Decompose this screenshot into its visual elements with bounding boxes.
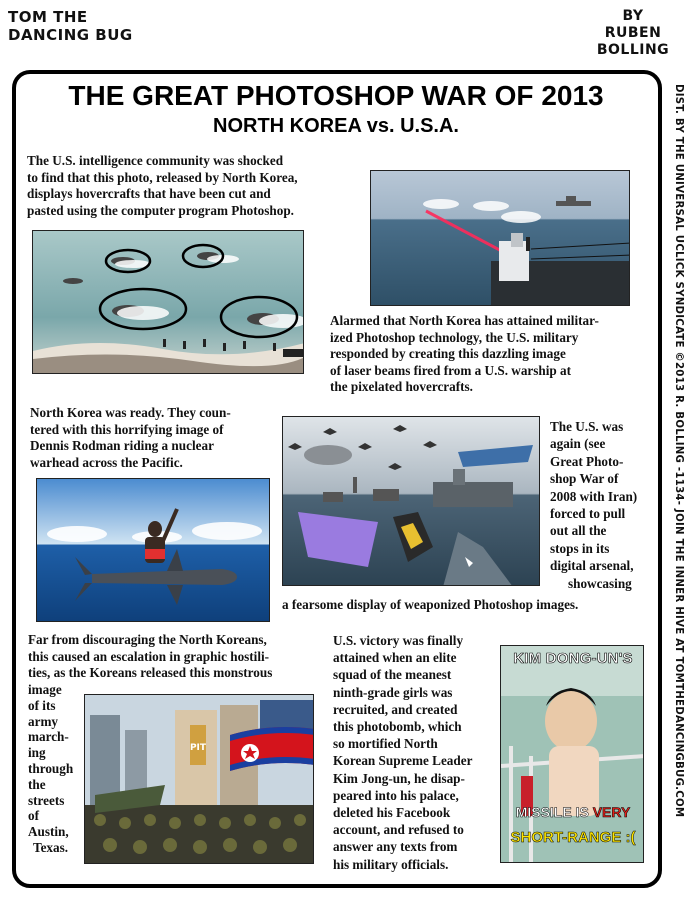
byline — [588, 8, 678, 59]
strip-title-line2: DANCING BUG — [8, 26, 133, 44]
rodman-warhead-photo — [36, 478, 270, 622]
byline-line3: BOLLING — [596, 42, 670, 58]
hovercraft-photo — [32, 230, 304, 374]
laser-warship-photo — [370, 170, 630, 306]
strip-title — [8, 8, 188, 44]
caption-rodman: North Korea was ready. They coun- tered with this horrifying image of Dennis Rodman riding a nuclear warhead across the Pacific. — [30, 405, 231, 470]
meme-bottom-line1-a: MISSILE IS — [515, 804, 593, 820]
caption-usa-arsenal-end: a fearsome display of weaponized Photoshop images. — [282, 597, 579, 612]
syndicate-side-text: DIST. BY THE UNIVERSAL UCLICK SYNDICATE ©2013 R. BOLLING -1134- JOIN THE INNER HIVE AT TOMTHEDANCINGBUG.COM — [673, 84, 684, 818]
page-title: THE GREAT PHOTOSHOP WAR OF 2013 — [68, 80, 604, 111]
caption-escalation: Far from discouraging the North Koreans, this caused an escalation in graphic hostili- ties, as the Koreans released this monstrous — [28, 632, 273, 681]
byline-line1: BY — [622, 8, 644, 24]
austin-army-photo — [84, 694, 314, 864]
caption-intelligence: The U.S. intelligence community was shocked to find that this photo, released by North Korea, displays hovercrafts that have been cut and pasted using the computer program Photoshop. — [27, 153, 298, 218]
strip-title-line1: TOM THE — [8, 8, 88, 26]
meme-top-text: KIM DONG-UN'S — [513, 650, 633, 667]
byline-line2: RUBEN — [604, 25, 662, 41]
caption-escalation-column: image of its army march- ing through the streets of Austin, Texas. — [28, 682, 74, 855]
meme-bottom-line1 — [501, 804, 644, 820]
caption-laser: Alarmed that North Korea has attained militar- ized Photoshop technology, the U.S. military responded by creating this dazzling image of laser beams fired from a U.S. warship at the pixelated hovercrafts. — [330, 313, 599, 395]
flag-sign-text: PIT — [189, 743, 207, 753]
caption-usa-arsenal: The U.S. was again (see Great Photo- shop War of 2008 with Iran) forced to pull out all the stops in its digital arsenal, showcasing — [550, 419, 638, 591]
caption-photobomb: U.S. victory was finally attained when an elite squad of the meanest ninth-grade girls was recruited, and created this photobomb, which so mortified North Korean Supreme Leader Kim Jong-un, he disap- peared into his palace, deleted his Facebook account, and refused to answer any texts from his military officials. — [333, 633, 473, 872]
weapons-collage-photo — [282, 416, 540, 586]
page-subtitle: NORTH KOREA vs. U.S.A. — [213, 115, 459, 137]
kim-meme-photo — [500, 645, 644, 863]
meme-bottom-line2: SHORT-RANGE :( — [510, 829, 636, 846]
meme-bottom-line1-b: VERY — [592, 804, 631, 820]
